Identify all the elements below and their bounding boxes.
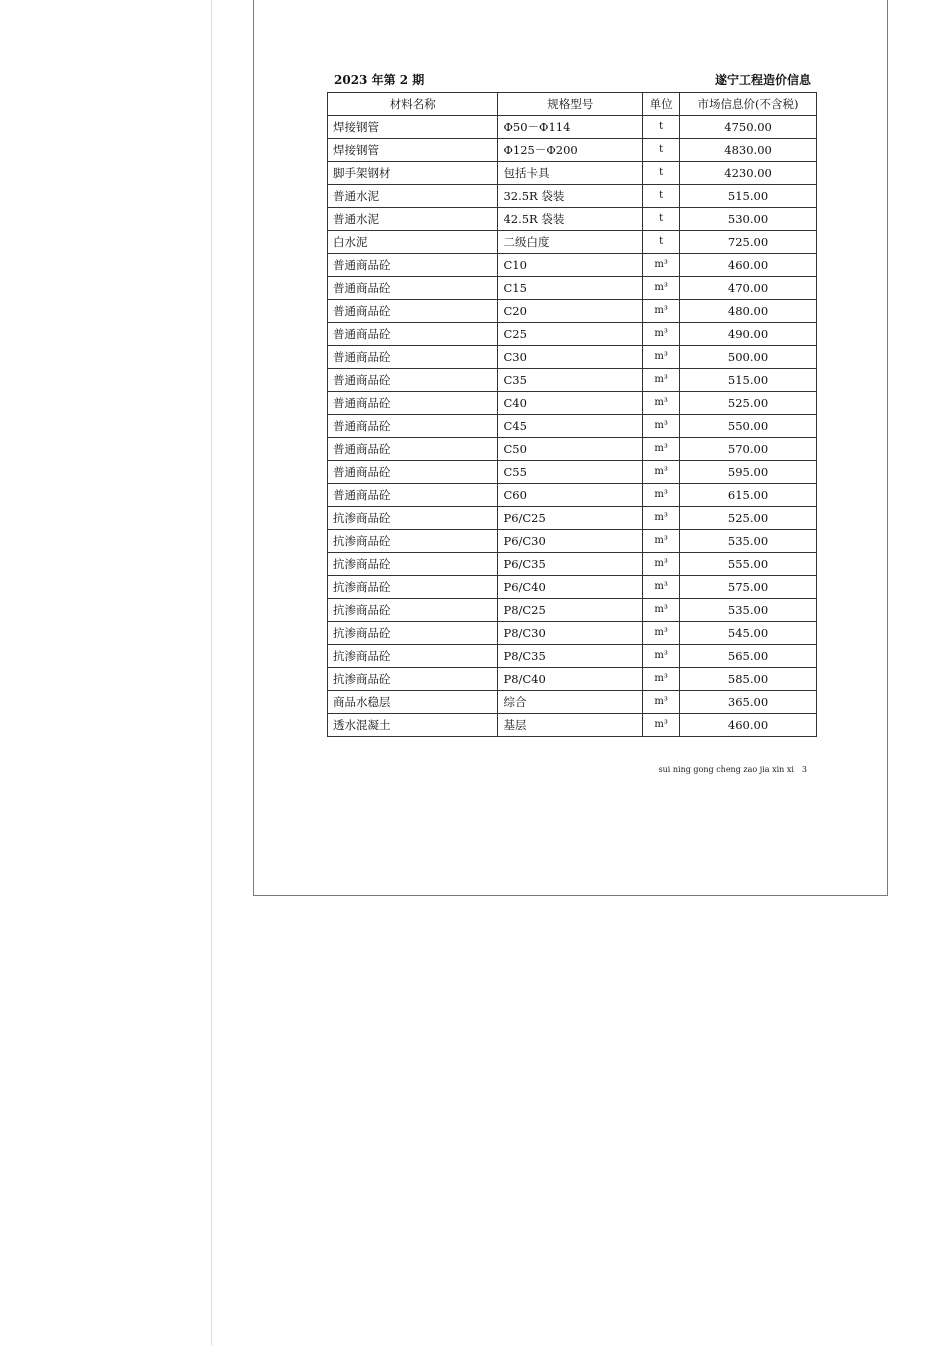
page-footer bbox=[659, 765, 807, 774]
unit-cell: t bbox=[643, 231, 680, 254]
spec-cell: P8/C40 bbox=[498, 668, 643, 691]
material-name-cell: 普通商品砼 bbox=[328, 369, 498, 392]
column-header-material: 材料名称 bbox=[328, 93, 498, 116]
material-name-cell: 抗渗商品砼 bbox=[328, 645, 498, 668]
price-cell: 585.00 bbox=[680, 668, 817, 691]
material-name-cell: 抗渗商品砼 bbox=[328, 553, 498, 576]
price-cell: 525.00 bbox=[680, 392, 817, 415]
spec-cell: 包括卡具 bbox=[498, 162, 643, 185]
material-name-cell: 焊接钢管 bbox=[328, 116, 498, 139]
price-table bbox=[327, 92, 817, 737]
issue-label: 2023 年第 2 期 bbox=[334, 73, 425, 87]
material-name-cell: 白水泥 bbox=[328, 231, 498, 254]
price-cell: 365.00 bbox=[680, 691, 817, 714]
table-row bbox=[328, 599, 817, 622]
spec-cell: P8/C35 bbox=[498, 645, 643, 668]
table-body bbox=[328, 116, 817, 737]
unit-cell: m³ bbox=[643, 530, 680, 553]
table-row bbox=[328, 530, 817, 553]
unit-cell: m³ bbox=[643, 484, 680, 507]
material-name-cell: 普通商品砼 bbox=[328, 415, 498, 438]
unit-cell: m³ bbox=[643, 415, 680, 438]
material-name-cell: 普通商品砼 bbox=[328, 254, 498, 277]
unit-cell: m³ bbox=[643, 668, 680, 691]
unit-cell: t bbox=[643, 208, 680, 231]
spec-cell: 二级白度 bbox=[498, 231, 643, 254]
table-row bbox=[328, 507, 817, 530]
table-row bbox=[328, 668, 817, 691]
spec-cell: C50 bbox=[498, 438, 643, 461]
spec-cell: C10 bbox=[498, 254, 643, 277]
spec-cell: Φ50－Φ114 bbox=[498, 116, 643, 139]
material-name-cell: 抗渗商品砼 bbox=[328, 599, 498, 622]
table-row bbox=[328, 645, 817, 668]
material-name-cell: 抗渗商品砼 bbox=[328, 507, 498, 530]
material-name-cell: 普通商品砼 bbox=[328, 277, 498, 300]
price-cell: 530.00 bbox=[680, 208, 817, 231]
table-row bbox=[328, 208, 817, 231]
table-row bbox=[328, 691, 817, 714]
table-row bbox=[328, 415, 817, 438]
price-cell: 535.00 bbox=[680, 599, 817, 622]
table-row bbox=[328, 553, 817, 576]
unit-cell: m³ bbox=[643, 438, 680, 461]
footer-running-text: sui ning gong cheng zao jia xin xi bbox=[658, 765, 794, 774]
table-row bbox=[328, 484, 817, 507]
column-header-spec: 规格型号 bbox=[498, 93, 643, 116]
table-row bbox=[328, 231, 817, 254]
price-cell: 480.00 bbox=[680, 300, 817, 323]
document-page bbox=[253, 0, 888, 896]
material-name-cell: 脚手架钢材 bbox=[328, 162, 498, 185]
price-cell: 4830.00 bbox=[680, 139, 817, 162]
price-cell: 490.00 bbox=[680, 323, 817, 346]
unit-cell: m³ bbox=[643, 461, 680, 484]
unit-cell: m³ bbox=[643, 392, 680, 415]
spec-cell: C40 bbox=[498, 392, 643, 415]
table-row bbox=[328, 392, 817, 415]
table-row bbox=[328, 185, 817, 208]
unit-cell: m³ bbox=[643, 691, 680, 714]
spec-cell: Φ125－Φ200 bbox=[498, 139, 643, 162]
table-row bbox=[328, 323, 817, 346]
spec-cell: P8/C25 bbox=[498, 599, 643, 622]
unit-cell: m³ bbox=[643, 254, 680, 277]
price-cell: 535.00 bbox=[680, 530, 817, 553]
price-cell: 515.00 bbox=[680, 369, 817, 392]
spec-cell: C55 bbox=[498, 461, 643, 484]
table-row bbox=[328, 346, 817, 369]
table-row bbox=[328, 254, 817, 277]
price-cell: 4750.00 bbox=[680, 116, 817, 139]
table-row bbox=[328, 622, 817, 645]
spec-cell: 32.5R 袋装 bbox=[498, 185, 643, 208]
table-row bbox=[328, 576, 817, 599]
unit-cell: t bbox=[643, 139, 680, 162]
price-cell: 725.00 bbox=[680, 231, 817, 254]
unit-cell: m³ bbox=[643, 277, 680, 300]
page-number: 3 bbox=[801, 765, 807, 774]
column-header-price: 市场信息价(不含税) bbox=[680, 93, 817, 116]
spec-cell: 基层 bbox=[498, 714, 643, 737]
price-cell: 460.00 bbox=[680, 714, 817, 737]
table-row bbox=[328, 714, 817, 737]
price-cell: 615.00 bbox=[680, 484, 817, 507]
material-name-cell: 普通商品砼 bbox=[328, 323, 498, 346]
unit-cell: m³ bbox=[643, 622, 680, 645]
spec-cell: P6/C25 bbox=[498, 507, 643, 530]
sidebar-divider bbox=[211, 0, 212, 1345]
spec-cell: 42.5R 袋装 bbox=[498, 208, 643, 231]
price-cell: 470.00 bbox=[680, 277, 817, 300]
material-name-cell: 普通水泥 bbox=[328, 208, 498, 231]
material-name-cell: 抗渗商品砼 bbox=[328, 576, 498, 599]
unit-cell: m³ bbox=[643, 507, 680, 530]
material-name-cell: 抗渗商品砼 bbox=[328, 530, 498, 553]
price-cell: 525.00 bbox=[680, 507, 817, 530]
price-cell: 550.00 bbox=[680, 415, 817, 438]
publication-title: 遂宁工程造价信息 bbox=[714, 73, 811, 87]
unit-cell: m³ bbox=[643, 369, 680, 392]
unit-cell: m³ bbox=[643, 714, 680, 737]
unit-cell: m³ bbox=[643, 323, 680, 346]
price-cell: 595.00 bbox=[680, 461, 817, 484]
spec-cell: C15 bbox=[498, 277, 643, 300]
spec-cell: C60 bbox=[498, 484, 643, 507]
price-cell: 575.00 bbox=[680, 576, 817, 599]
unit-cell: m³ bbox=[643, 300, 680, 323]
spec-cell: C35 bbox=[498, 369, 643, 392]
material-name-cell: 普通水泥 bbox=[328, 185, 498, 208]
table-row bbox=[328, 300, 817, 323]
table-header-row bbox=[328, 93, 817, 116]
price-cell: 570.00 bbox=[680, 438, 817, 461]
material-name-cell: 焊接钢管 bbox=[328, 139, 498, 162]
material-name-cell: 透水混凝土 bbox=[328, 714, 498, 737]
unit-cell: t bbox=[643, 185, 680, 208]
spec-cell: C25 bbox=[498, 323, 643, 346]
table-row bbox=[328, 438, 817, 461]
table-row bbox=[328, 139, 817, 162]
spec-cell: 综合 bbox=[498, 691, 643, 714]
material-name-cell: 普通商品砼 bbox=[328, 484, 498, 507]
material-name-cell: 普通商品砼 bbox=[328, 346, 498, 369]
material-name-cell: 普通商品砼 bbox=[328, 392, 498, 415]
unit-cell: m³ bbox=[643, 599, 680, 622]
material-name-cell: 普通商品砼 bbox=[328, 300, 498, 323]
column-header-unit: 单位 bbox=[643, 93, 680, 116]
table-row bbox=[328, 369, 817, 392]
spec-cell: P6/C30 bbox=[498, 530, 643, 553]
material-name-cell: 商品水稳层 bbox=[328, 691, 498, 714]
spec-cell: P6/C35 bbox=[498, 553, 643, 576]
unit-cell: m³ bbox=[643, 346, 680, 369]
material-name-cell: 普通商品砼 bbox=[328, 461, 498, 484]
price-cell: 515.00 bbox=[680, 185, 817, 208]
table-row bbox=[328, 277, 817, 300]
price-cell: 565.00 bbox=[680, 645, 817, 668]
spec-cell: C30 bbox=[498, 346, 643, 369]
unit-cell: m³ bbox=[643, 553, 680, 576]
price-cell: 460.00 bbox=[680, 254, 817, 277]
spec-cell: C45 bbox=[498, 415, 643, 438]
unit-cell: m³ bbox=[643, 645, 680, 668]
material-name-cell: 抗渗商品砼 bbox=[328, 668, 498, 691]
table-row bbox=[328, 461, 817, 484]
unit-cell: t bbox=[643, 116, 680, 139]
spec-cell: C20 bbox=[498, 300, 643, 323]
material-name-cell: 抗渗商品砼 bbox=[328, 622, 498, 645]
price-cell: 4230.00 bbox=[680, 162, 817, 185]
unit-cell: m³ bbox=[643, 576, 680, 599]
spec-cell: P8/C30 bbox=[498, 622, 643, 645]
spec-cell: P6/C40 bbox=[498, 576, 643, 599]
table-row bbox=[328, 116, 817, 139]
price-cell: 500.00 bbox=[680, 346, 817, 369]
unit-cell: t bbox=[643, 162, 680, 185]
material-name-cell: 普通商品砼 bbox=[328, 438, 498, 461]
price-cell: 545.00 bbox=[680, 622, 817, 645]
table-row bbox=[328, 162, 817, 185]
price-cell: 555.00 bbox=[680, 553, 817, 576]
